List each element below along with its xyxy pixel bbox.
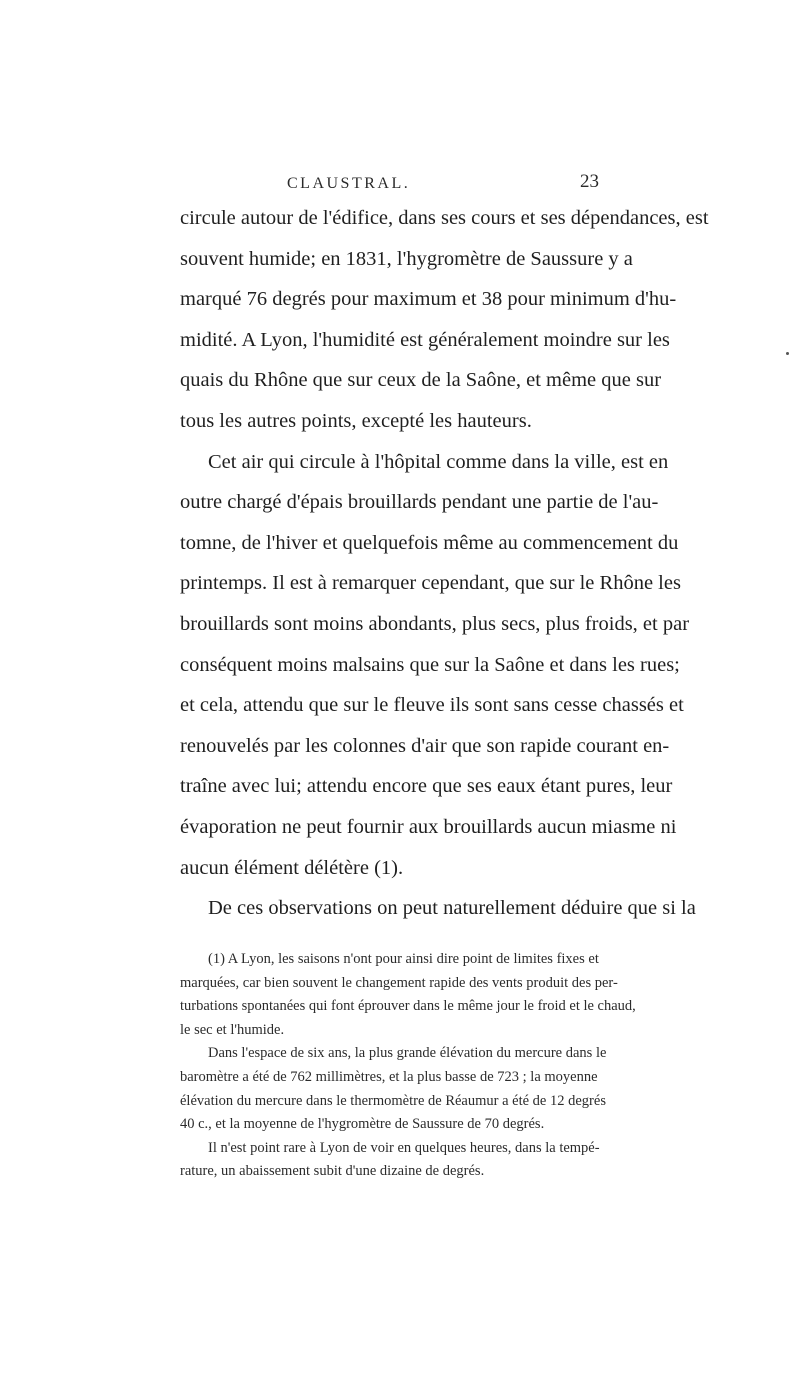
footnote-line: rature, un abaissement subit d'une dizaine de degrés. [180,1163,485,1180]
text-line: conséquent moins malsains que sur la Saône et dans les rues; [180,653,680,676]
text-line: Cet air qui circule à l'hôpital comme dans la ville, est en [208,450,669,473]
text-line: outre chargé d'épais brouillards pendant une partie de l'au- [180,491,659,514]
footnote-line: (1) A Lyon, les saisons n'ont pour ainsi dire point de limites fixes et [208,951,599,967]
page-number: 23 [580,171,599,192]
margin-speck [786,352,789,355]
footnote-line: le sec et l'humide. [180,1021,285,1038]
text-line: quais du Rhône que sur ceux de la Saône, et même que sur [180,369,662,392]
text-line: circule autour de l'édifice, dans ses cours et ses dépendances, est [180,207,709,229]
footnote-line: élévation du mercure dans le thermomètre de Réaumur a été de 12 degrés [180,1092,606,1109]
footnotes [180,948,792,1184]
footnote-line: Dans l'espace de six ans, la plus grande élévation du mercure dans le [208,1045,607,1062]
page-header [259,171,599,199]
text-line: brouillards sont moins abondants, plus secs, plus froids, et par [180,612,690,635]
text-line: évaporation ne peut fournir aux brouillards aucun miasme ni [180,815,677,838]
text-line: traîne avec lui; attendu encore que ses eaux étant pures, leur [180,775,673,798]
footnote-line: turbations spontanées qui font éprouver dans le même jour le froid et le chaud, [180,998,636,1015]
text-line: aucun élément délétère (1). [180,856,404,879]
footnote-line: baromètre a été de 762 millimètres, et la plus basse de 723 ; la moyenne [180,1068,598,1085]
text-line: midité. A Lyon, l'humidité est généralement moindre sur les [180,328,670,351]
main-text [180,198,792,929]
text-line: tous les autres points, excepté les hauteurs. [180,409,532,432]
text-line: marqué 76 degrés pour maximum et 38 pour minimum d'hu- [180,288,677,311]
running-head: CLAUSTRAL. [287,175,411,192]
text-line: De ces observations on peut naturellement déduire que si la [208,897,696,920]
text-line: souvent humide; en 1831, l'hygromètre de Saussure y a [180,247,633,270]
text-line: printemps. Il est à remarquer cependant, que sur le Rhône les [180,572,681,595]
footnote-line: Il n'est point rare à Lyon de voir en quelques heures, dans la tempé- [208,1139,600,1156]
text-line: et cela, attendu que sur le fleuve ils sont sans cesse chassés et [180,694,684,717]
footnote-line: 40 c., et la moyenne de l'hygromètre de Saussure de 70 degrés. [180,1116,545,1133]
text-line: renouvelés par les colonnes d'air que son rapide courant en- [180,734,670,757]
text-line: tomne, de l'hiver et quelquefois même au commencement du [180,531,679,554]
footnote-line: marquées, car bien souvent le changement rapide des vents produit des per- [180,974,618,991]
